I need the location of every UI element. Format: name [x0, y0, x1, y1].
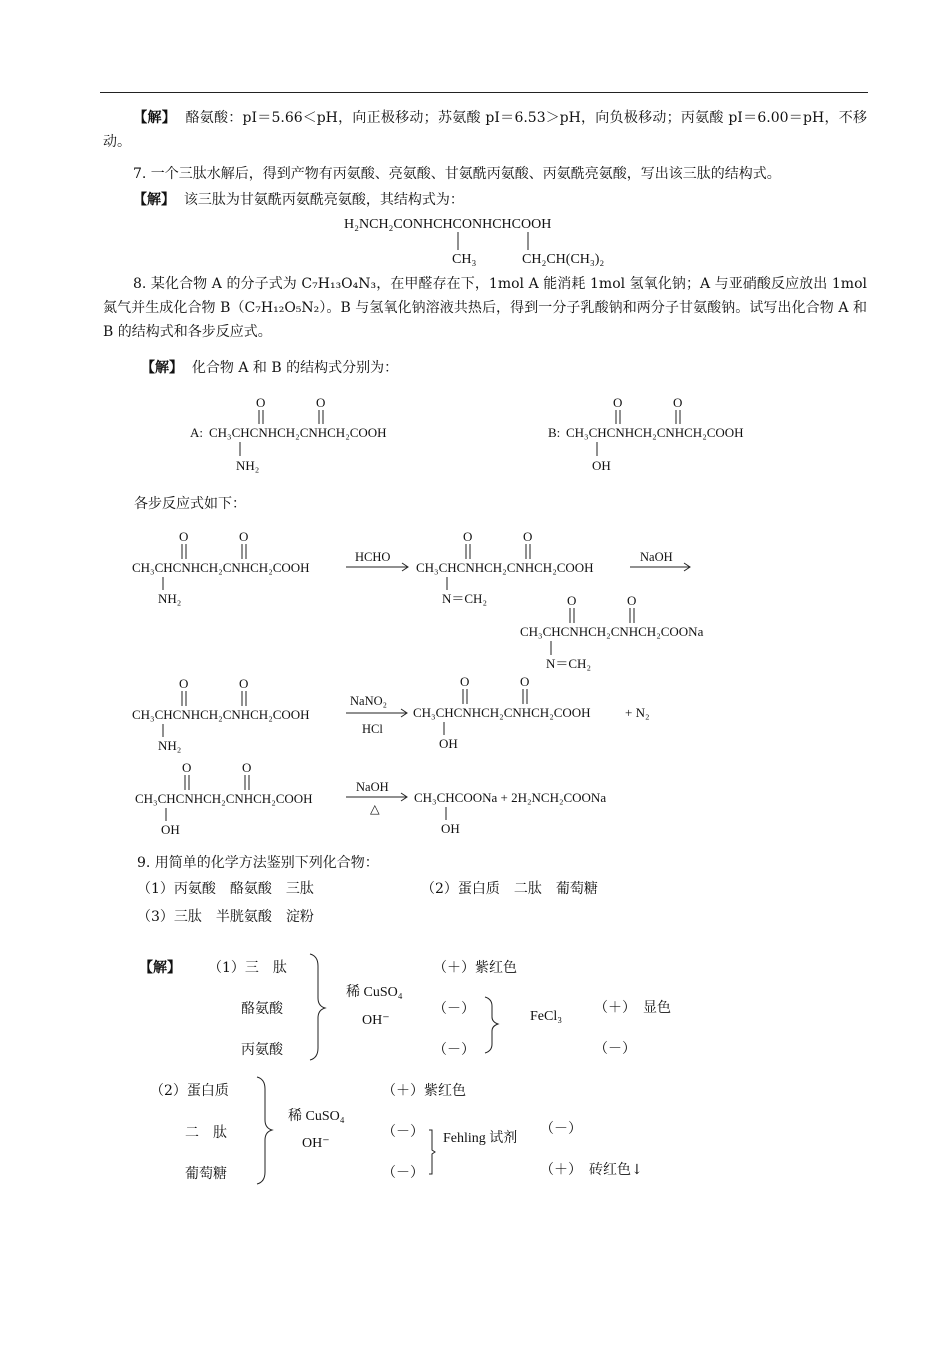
- q9-question: 9. 用简单的化学方法鉴别下列化合物：: [137, 855, 379, 871]
- s2-dipeptide: 二 肽: [185, 1125, 227, 1141]
- s2-protein: （2）蛋白质: [150, 1083, 229, 1099]
- r1-reactant: CH₃CHCNHCH₂CNHCH₂COOH: [132, 560, 310, 575]
- q8-answer-text: 化合物 A 和 B 的结构式分别为：: [191, 360, 399, 376]
- brace-1: [310, 954, 325, 1060]
- s1-result-neg-3: （－）: [594, 1041, 636, 1057]
- a-chain: CH₃CHCNHCH₂CNHCH₂COOH: [209, 425, 387, 440]
- s1-result-color: （＋） 显色: [594, 1000, 671, 1016]
- q9-item-1: （1）丙氨酸 酪氨酸 三肽: [137, 881, 314, 897]
- b-chain: CH₃CHCNHCH₂CNHCH₂COOH: [566, 425, 744, 440]
- oh-label: OH: [441, 821, 460, 836]
- reagent-naoh: NaOH: [640, 550, 673, 564]
- jie-label: 【解】: [141, 360, 183, 376]
- s2-reagent-fehling: Fehling 试剂: [443, 1131, 518, 1146]
- o-label: O: [239, 529, 249, 544]
- jie-label: 【解】: [133, 110, 177, 126]
- brace-2: [485, 997, 498, 1053]
- o-label: O: [460, 674, 470, 689]
- reagent-naoh-2: NaOH: [356, 780, 389, 794]
- reagent-heat: △: [370, 802, 380, 816]
- o-label: O: [627, 593, 637, 608]
- r3-reactant: CH₃CHCNHCH₂CNHCH₂COOH: [135, 791, 313, 806]
- q7-formula-ch3: CH₃: [452, 252, 477, 267]
- b-oh: OH: [592, 458, 611, 473]
- q7-question-text: 7. 一个三肽水解后，得到产物有丙氨酸、亮氨酸、甘氨酰丙氨酸、丙氨酰亮氨酸，写出该三肽的结构式。: [133, 166, 781, 182]
- reagent-nano2: NaNO₂: [350, 694, 387, 708]
- r3-products: CH₃CHCOONa + 2H₂NCH₂COONa: [414, 790, 607, 805]
- r2-product: CH₃CHCNHCH₂CNHCH₂COOH: [413, 705, 591, 720]
- s1-tyrosine: 酪氨酸: [241, 1001, 283, 1017]
- s2-result-purple: （＋）紫红色: [382, 1083, 466, 1099]
- s1-reagent-fecl3: FeCl₃: [530, 1009, 563, 1024]
- b-prefix: B:: [548, 425, 561, 440]
- oh-label: OH: [161, 822, 180, 837]
- q8-question-text: 8. 某化合物 A 的分子式为 C₇H₁₃O₄N₃，在甲醛存在下，1mol A 能消耗 1mol 氢氧化钠；A 与亚硝酸反应放出 1mol 氮气并生成化合物 B（C₇H₁₂O₅N₂）。B 与氢氧化钠溶液共热后，得到一分子乳酸钠和两分子甘氨酸钠。试写出化合物 A 和 B 的结构式和各步反应式。: [103, 276, 867, 340]
- s2-result-neg-1: （－）: [382, 1124, 424, 1140]
- b-o1: O: [613, 395, 623, 410]
- nh2-label: NH₂: [158, 738, 182, 753]
- steps-label: 各步反应式如下：: [134, 496, 246, 512]
- r2-reactant: CH₃CHCNHCH₂CNHCH₂COOH: [132, 707, 310, 722]
- n-ch2-label: N＝CH₂: [546, 656, 591, 671]
- s1-alanine: 丙氨酸: [241, 1042, 283, 1058]
- s2-result-neg-3: （－）: [540, 1121, 582, 1137]
- s1-result-neg-2: （－）: [433, 1042, 475, 1058]
- brace-3: [257, 1077, 272, 1184]
- r1-salt: CH₃CHCNHCH₂CNHCH₂COONa: [520, 624, 704, 639]
- o-label: O: [239, 676, 249, 691]
- jie-label: 【解】: [139, 960, 181, 976]
- o-label: O: [179, 529, 189, 544]
- s2-result-brick: （＋） 砖红色↓: [540, 1162, 643, 1178]
- n-ch2-label: N＝CH₂: [442, 591, 487, 606]
- s2-result-neg-2: （－）: [382, 1165, 424, 1181]
- q9-item-2: （2）蛋白质 二肽 葡萄糖: [421, 881, 598, 897]
- s2-reagent-cuso4: 稀 CuSO₄: [288, 1109, 345, 1124]
- a-o1: O: [256, 395, 266, 410]
- brace-4: [429, 1130, 435, 1174]
- reagent-hcho: HCHO: [355, 550, 391, 564]
- q9-item-3: （3）三肽 半胱氨酸 淀粉: [137, 909, 314, 925]
- plus-n2: + N₂: [625, 705, 650, 720]
- r1-product: CH₃CHCNHCH₂CNHCH₂COOH: [416, 560, 594, 575]
- o-label: O: [242, 760, 252, 775]
- s1-result-purple: （＋）紫红色: [433, 960, 517, 976]
- a-nh2: NH₂: [236, 458, 260, 473]
- s1-result-neg-1: （－）: [433, 1001, 475, 1017]
- oh-label: OH: [439, 736, 458, 751]
- q7-answer-text: 该三肽为甘氨酰丙氨酰亮氨酸，其结构式为：: [183, 192, 464, 208]
- nh2-label: NH₂: [158, 591, 182, 606]
- o-label: O: [567, 593, 577, 608]
- q6-text: 酪氨酸：pI＝5.66＜pH，向正极移动；苏氨酸 pI＝6.53＞pH，向负极移动；丙氨酸 pI＝6.00＝pH，不移动。: [103, 110, 868, 150]
- s1-reagent-oh: OH⁻: [362, 1013, 390, 1028]
- a-o2: O: [316, 395, 326, 410]
- o-label: O: [182, 760, 192, 775]
- s2-glucose: 葡萄糖: [185, 1166, 227, 1182]
- b-o2: O: [673, 395, 683, 410]
- reagent-hcl: HCl: [362, 722, 383, 736]
- o-label: O: [520, 674, 530, 689]
- o-label: O: [523, 529, 533, 544]
- s1-reagent-cuso4: 稀 CuSO₄: [346, 985, 403, 1000]
- s1-tripeptide: （1）三 肽: [208, 960, 287, 976]
- o-label: O: [463, 529, 473, 544]
- a-prefix: A:: [190, 425, 203, 440]
- s2-reagent-oh: OH⁻: [302, 1136, 330, 1151]
- q7-formula-isobutyl: CH₂CH(CH₃)₂: [522, 252, 605, 267]
- o-label: O: [179, 676, 189, 691]
- q7-formula-main: H₂NCH₂CONHCHCONHCHCOOH: [344, 217, 552, 232]
- jie-label: 【解】: [133, 192, 175, 208]
